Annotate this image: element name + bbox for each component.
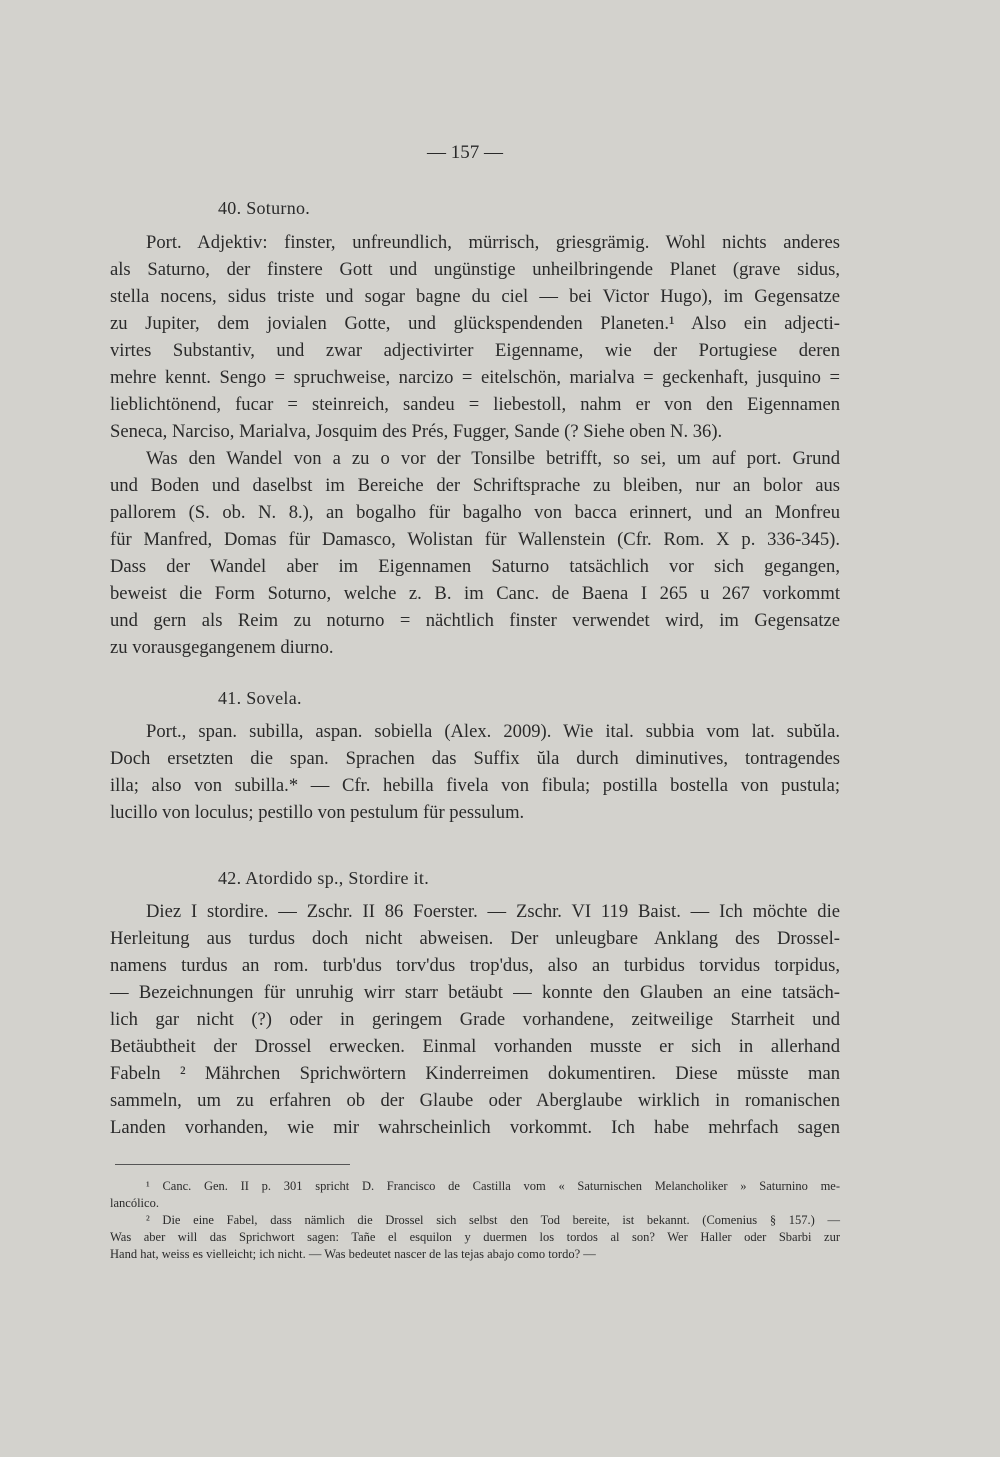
text-line: als Saturno, der finstere Gott und ungünstige unheilbringende Planet (grave sidus, bbox=[110, 259, 840, 280]
text-line: zu vorausgegangenem diurno. bbox=[110, 637, 334, 658]
footnote-line: ¹ Canc. Gen. II p. 301 spricht D. Francisco de Castilla vom « Saturnischen Melancholiker » Saturnino me- bbox=[146, 1179, 840, 1193]
footnote-line: Hand hat, weiss es vielleicht; ich nicht. — Was bedeutet nascer de las tejas abajo como tordo? — bbox=[110, 1247, 596, 1261]
text-line: zu Jupiter, dem jovialen Gotte, und glückspendenden Planeten.¹ Also ein adjecti- bbox=[110, 313, 840, 334]
text-line: Seneca, Narciso, Marialva, Josquim des Prés, Fugger, Sande (? Siehe oben N. 36). bbox=[110, 421, 723, 442]
text-line: für Manfred, Domas für Damasco, Wolistan für Wallenstein (Cfr. Rom. X p. 336-345). bbox=[110, 529, 840, 550]
text-line: Port., span. subilla, aspan. sobiella (Alex. 2009). Wie ital. subbia vom lat. subŭla. bbox=[146, 721, 840, 742]
text-line: sammeln, um zu erfahren ob der Glaube oder Aberglaube wirklich in romanischen bbox=[110, 1090, 840, 1111]
section-42-body bbox=[110, 898, 840, 1141]
text-line: Was den Wandel von a zu o vor der Tonsilbe betrifft, so sei, um auf port. Grund bbox=[146, 448, 840, 469]
text-line: Betäubtheit der Drossel erwecken. Einmal vorhanden musste er sich in allerhand bbox=[110, 1036, 840, 1057]
text-line: und gern als Reim zu noturno = nächtlich finster verwendet wird, im Gegensatze bbox=[110, 610, 840, 631]
text-line: illa; also von subilla.* — Cfr. hebilla fivela von fibula; postilla bostella von pustula; bbox=[110, 775, 840, 796]
text-line: — Bezeichnungen für unruhig wirr starr betäubt — konnte den Glauben an eine tatsäch- bbox=[110, 982, 840, 1003]
footnote-divider bbox=[115, 1164, 350, 1165]
footnote-line: ² Die eine Fabel, dass nämlich die Drossel sich selbst den Tod bereite, ist bekannt. (Comenius § 157.) — bbox=[146, 1213, 840, 1227]
text-line: Port. Adjektiv: finster, unfreundlich, mürrisch, griesgrämig. Wohl nichts anderes bbox=[146, 232, 840, 253]
text-line: virtes Substantiv, und zwar adjectivirter Eigenname, wie der Portugiese deren bbox=[110, 340, 840, 361]
text-line: beweist die Form Soturno, welche z. B. im Canc. de Baena I 265 u 267 vorkommt bbox=[110, 583, 840, 604]
footnote-line: Was aber will das Sprichwort sagen: Tañe el esquilon y duermen los tordos al son? Wer Haller oder Sbarbi zur bbox=[110, 1230, 840, 1244]
text-line: Diez I stordire. — Zschr. II 86 Foerster. — Zschr. VI 119 Baist. — Ich möchte die bbox=[146, 901, 840, 922]
section-40-body bbox=[110, 229, 840, 661]
text-line: lieblichtönend, fucar = steinreich, sandeu = liebestoll, nahm er von den Eigennamen bbox=[110, 394, 840, 415]
text-line: stella nocens, sidus triste und sogar bagne du ciel — bei Victor Hugo), im Gegensatze bbox=[110, 286, 840, 307]
section-heading-41: 41. Sovela. bbox=[218, 688, 302, 708]
text-line: namens turdus an rom. turb'dus torv'dus trop'dus, also an turbidus torvidus torpidus, bbox=[110, 955, 840, 976]
text-line: Dass der Wandel aber im Eigennamen Saturno tatsächlich vor sich gegangen, bbox=[110, 556, 840, 577]
text-line: lich gar nicht (?) oder in geringem Grade vorhandene, zeitweilige Starrheit und bbox=[110, 1009, 840, 1030]
footnotes bbox=[110, 1178, 840, 1263]
text-line: pallorem (S. ob. N. 8.), an bogalho für bagalho von bacca erinnert, und an Monfreu bbox=[110, 502, 840, 523]
text-line: lucillo von loculus; pestillo von pestulum für pessulum. bbox=[110, 802, 525, 823]
text-line: Fabeln ² Mährchen Sprichwörtern Kinderreimen dokumentiren. Diese müsste man bbox=[110, 1063, 840, 1084]
footnote-line: lancólico. bbox=[110, 1196, 159, 1210]
text-line: Doch ersetzten die span. Sprachen das Suffix ŭla durch diminutives, tontragendes bbox=[110, 748, 840, 769]
text-line: mehre kennt. Sengo = spruchweise, narcizo = eitelschön, marialva = geckenhaft, jusquino = bbox=[110, 367, 840, 388]
text-line: Herleitung aus turdus doch nicht abweisen. Der unleugbare Anklang des Drossel- bbox=[110, 928, 840, 949]
section-heading-40: 40. Soturno. bbox=[218, 198, 311, 218]
text-line: und Boden und daselbst im Bereiche der Schriftsprache zu bleiben, nur an bolor aus bbox=[110, 475, 840, 496]
section-heading-42: 42. Atordido sp., Stordire it. bbox=[218, 868, 429, 888]
section-41-body bbox=[110, 718, 840, 826]
page-number: — 157 — bbox=[427, 142, 503, 163]
text-line: Landen vorhanden, wie mir wahrscheinlich vorkommt. Ich habe mehrfach sagen bbox=[110, 1117, 840, 1138]
